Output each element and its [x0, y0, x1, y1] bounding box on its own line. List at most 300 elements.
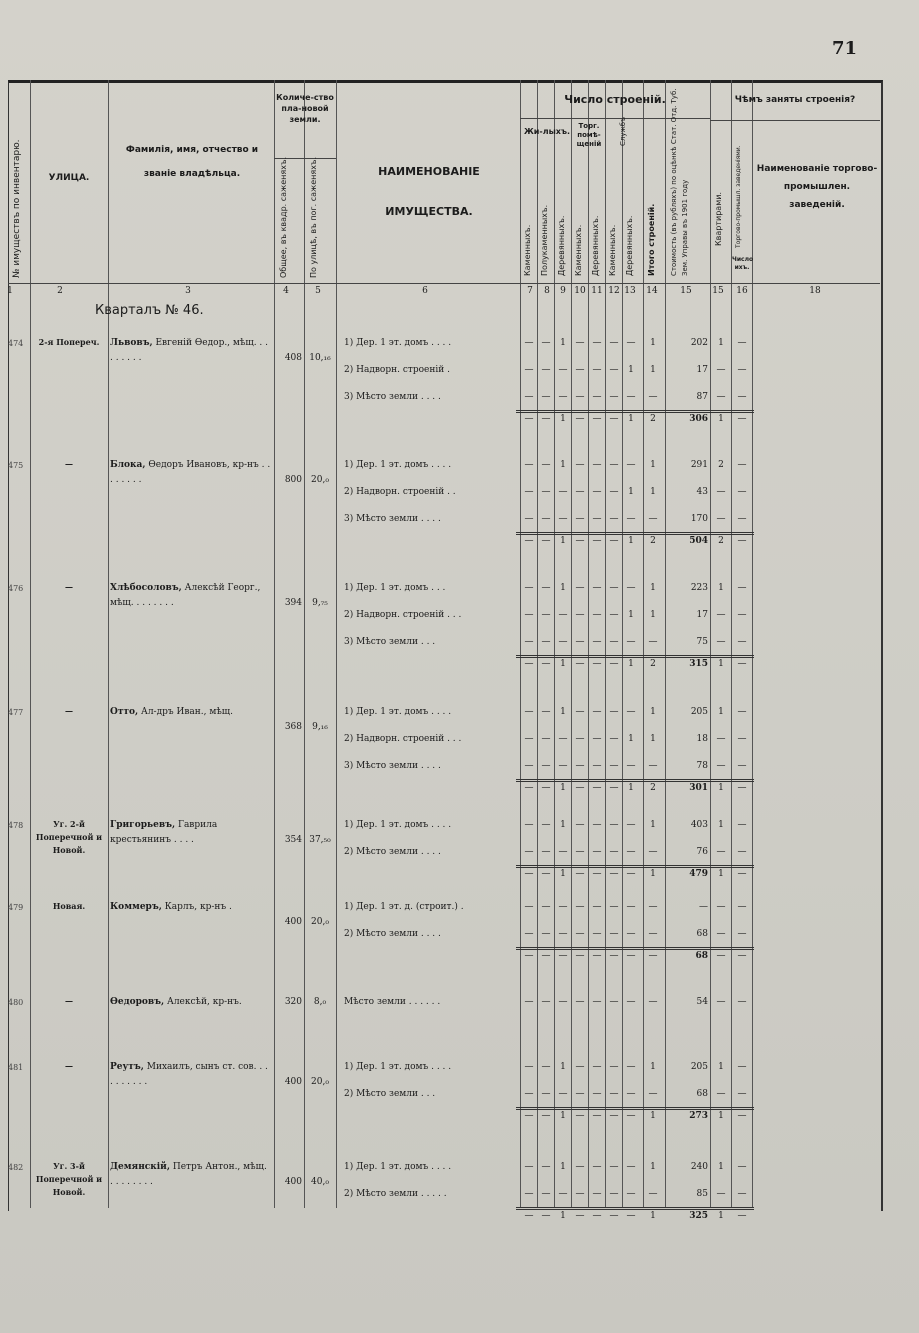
building-count-cell: —: [609, 820, 619, 830]
building-count-cell: 1: [650, 365, 656, 375]
column-number: 5: [315, 286, 321, 296]
building-count-cell: —: [541, 365, 551, 375]
building-count-cell: —: [592, 659, 602, 669]
building-count-cell: 1: [560, 1211, 566, 1221]
building-count-cell: —: [592, 902, 602, 912]
street-name: —: [65, 1061, 73, 1071]
total-trade: —: [737, 951, 747, 961]
inventory-number: 478: [8, 821, 24, 830]
column-number: 15: [712, 286, 724, 296]
owner-name: [110, 458, 272, 488]
building-count-cell: —: [575, 1089, 585, 1099]
building-count-cell: 2: [650, 536, 656, 546]
building-count-cell: 1: [560, 414, 566, 424]
property-item: 2) Мѣсто земли . . . . .: [344, 1189, 447, 1199]
building-count-cell: —: [541, 536, 551, 546]
header-street: УЛИЦА.: [48, 173, 90, 183]
header-occupied-group: Чѣмъ заняты строенія?: [734, 95, 856, 105]
total-apartments: 1: [718, 659, 724, 669]
total-trade: —: [737, 659, 747, 669]
owner-name: [110, 1060, 272, 1090]
column-number: 13: [624, 286, 636, 296]
owner-surname: Хлѣбосоловъ,: [110, 583, 182, 593]
building-count-cell: —: [609, 365, 619, 375]
building-count-cell: —: [626, 514, 636, 524]
area-total: 400: [284, 1177, 302, 1187]
property-item: 3) Мѣсто земли . . .: [344, 637, 436, 647]
owner-details: Петръ Антон., мѣщ. . . . . . . . .: [110, 1162, 267, 1187]
building-count-cell: —: [524, 536, 534, 546]
property-item: 1) Дер. 1 эт. домъ . . . .: [344, 460, 452, 470]
building-count-cell: —: [524, 392, 534, 402]
building-count-cell: —: [558, 637, 568, 647]
header-stone: Каменныхъ.: [523, 224, 532, 276]
building-count-cell: —: [609, 707, 619, 717]
building-count-cell: —: [626, 820, 636, 830]
col-divider: [752, 80, 753, 1208]
property-item: 2) Надворн. строеній . . .: [344, 610, 462, 620]
building-count-cell: 2: [650, 659, 656, 669]
building-count-cell: —: [524, 847, 534, 857]
trade-count: —: [737, 514, 747, 524]
building-count-cell: —: [609, 460, 619, 470]
building-count-cell: 1: [650, 734, 656, 744]
building-count-cell: —: [592, 1162, 602, 1172]
total-apartments: —: [716, 951, 726, 961]
building-count-cell: —: [592, 414, 602, 424]
building-count-cell: 1: [628, 659, 634, 669]
building-count-cell: —: [541, 997, 551, 1007]
building-count-cell: —: [648, 1089, 658, 1099]
street-name: Новая.: [52, 901, 86, 911]
building-count-cell: —: [609, 997, 619, 1007]
header-half-stone: Полукаменныхъ.: [540, 204, 549, 276]
building-count-cell: —: [524, 902, 534, 912]
building-count-cell: —: [609, 1189, 619, 1199]
property-item: 2) Мѣсто земли . . .: [344, 1089, 436, 1099]
building-count-cell: 1: [628, 783, 634, 793]
item-value: 205: [690, 707, 708, 717]
building-count-cell: —: [609, 902, 619, 912]
building-count-cell: —: [524, 514, 534, 524]
building-count-cell: 1: [560, 460, 566, 470]
building-count-cell: —: [558, 487, 568, 497]
building-count-cell: —: [592, 951, 602, 961]
building-count-cell: —: [609, 659, 619, 669]
item-value: 85: [696, 1189, 708, 1199]
building-count-cell: —: [558, 392, 568, 402]
item-value: 205: [690, 1062, 708, 1072]
building-count-cell: —: [575, 869, 585, 879]
apartments-count: —: [716, 392, 726, 402]
col-divider: [108, 80, 109, 1208]
building-count-cell: —: [592, 761, 602, 771]
building-count-cell: 1: [628, 365, 634, 375]
building-count-cell: —: [575, 365, 585, 375]
header-trade: Торг. помѣ-щеній: [576, 122, 602, 148]
building-count-cell: —: [609, 1162, 619, 1172]
building-count-cell: 1: [560, 1062, 566, 1072]
header-wooden: Деревянныхъ.: [557, 215, 566, 276]
building-count-cell: —: [524, 1111, 534, 1121]
building-count-cell: —: [575, 847, 585, 857]
total-value: 479: [689, 869, 708, 879]
apartments-count: —: [716, 610, 726, 620]
building-count-cell: —: [609, 869, 619, 879]
total-value: 273: [689, 1111, 708, 1121]
item-value: 54: [696, 997, 708, 1007]
building-count-cell: —: [524, 1189, 534, 1199]
item-value: 75: [696, 637, 708, 647]
inventory-number: 482: [8, 1163, 24, 1172]
building-count-cell: —: [609, 514, 619, 524]
area-total: 394: [284, 598, 302, 608]
building-count-cell: 1: [628, 487, 634, 497]
apartments-count: —: [716, 637, 726, 647]
building-count-cell: —: [609, 1062, 619, 1072]
building-count-cell: —: [541, 847, 551, 857]
building-count-cell: —: [524, 583, 534, 593]
trade-count: —: [737, 487, 747, 497]
owner-name: [110, 581, 272, 611]
item-value: 87: [696, 392, 708, 402]
trade-count: —: [737, 637, 747, 647]
item-value: 17: [696, 610, 708, 620]
total-value: 315: [689, 659, 708, 669]
street-frontage: 9,₁₆: [312, 722, 328, 732]
building-count-cell: —: [592, 514, 602, 524]
item-value: 170: [690, 514, 708, 524]
column-number: 4: [283, 286, 289, 296]
building-count-cell: —: [609, 1111, 619, 1121]
apartments-count: 1: [718, 707, 724, 717]
building-count-cell: —: [626, 637, 636, 647]
building-count-cell: —: [524, 997, 534, 1007]
trade-count: —: [737, 583, 747, 593]
column-number: 10: [574, 286, 586, 296]
trade-count: —: [737, 847, 747, 857]
total-trade: —: [737, 1211, 747, 1221]
trade-count: —: [737, 902, 747, 912]
building-count-cell: —: [524, 414, 534, 424]
area-total: 354: [284, 835, 302, 845]
col-divider: [588, 80, 589, 1208]
building-count-cell: 1: [650, 460, 656, 470]
owner-name: [110, 336, 272, 366]
owner-surname: Реутъ,: [110, 1062, 144, 1072]
building-count-cell: —: [575, 1162, 585, 1172]
street-frontage: 9,₇₅: [312, 598, 328, 608]
owner-name: [110, 705, 272, 720]
building-count-cell: —: [592, 929, 602, 939]
apartments-count: —: [716, 902, 726, 912]
owner-surname: Отто,: [110, 707, 139, 717]
building-count-cell: —: [524, 610, 534, 620]
inventory-number: 480: [8, 998, 24, 1007]
building-count-cell: 1: [560, 783, 566, 793]
quarter-title: Кварталъ № 46.: [95, 303, 204, 318]
total-value: 68: [695, 951, 708, 961]
building-count-cell: —: [609, 392, 619, 402]
column-number: 11: [591, 286, 603, 296]
building-count-cell: —: [592, 460, 602, 470]
item-value: 68: [696, 1089, 708, 1099]
apartments-count: 1: [718, 820, 724, 830]
column-number: 18: [809, 286, 821, 296]
building-count-cell: —: [541, 1111, 551, 1121]
item-value: 76: [696, 847, 708, 857]
building-count-cell: —: [524, 365, 534, 375]
building-count-cell: —: [558, 929, 568, 939]
building-count-cell: —: [575, 637, 585, 647]
building-count-cell: —: [609, 583, 619, 593]
item-value: 78: [696, 761, 708, 771]
trade-count: —: [737, 392, 747, 402]
building-count-cell: —: [592, 820, 602, 830]
building-count-cell: —: [575, 1111, 585, 1121]
building-count-cell: —: [609, 929, 619, 939]
column-number: 3: [185, 286, 191, 296]
building-count-cell: —: [592, 1111, 602, 1121]
street-name: 2-я Попереч.: [38, 337, 100, 347]
building-count-cell: —: [609, 734, 619, 744]
property-item: 3) Мѣсто земли . . . .: [344, 392, 441, 402]
owner-surname: Львовъ,: [110, 338, 153, 348]
owner-surname: Григорьевъ,: [110, 820, 176, 830]
building-count-cell: —: [592, 1089, 602, 1099]
building-count-cell: —: [575, 338, 585, 348]
building-count-cell: —: [648, 637, 658, 647]
street-frontage: 20,₀: [311, 475, 329, 485]
building-count-cell: —: [626, 761, 636, 771]
header-buildings-group: Число строеній.: [564, 93, 666, 106]
area-total: 408: [284, 353, 302, 363]
building-count-cell: —: [524, 734, 534, 744]
building-count-cell: —: [592, 847, 602, 857]
column-number: 2: [57, 286, 63, 296]
building-count-cell: —: [575, 951, 585, 961]
building-count-cell: —: [609, 610, 619, 620]
owner-name: [110, 818, 272, 848]
building-count-cell: 1: [650, 707, 656, 717]
building-count-cell: —: [575, 997, 585, 1007]
building-count-cell: 1: [560, 820, 566, 830]
owner-details: Михаилъ, сынъ ст. сов. . . . . . . . . .: [110, 1062, 268, 1087]
building-count-cell: 1: [560, 659, 566, 669]
building-count-cell: —: [541, 1211, 551, 1221]
trade-count: —: [737, 997, 747, 1007]
building-count-cell: —: [524, 1062, 534, 1072]
building-count-cell: —: [541, 487, 551, 497]
header-trade-stone: Каменныхъ.: [574, 224, 583, 276]
street-name: —: [65, 996, 73, 1006]
building-count-cell: 1: [560, 338, 566, 348]
building-count-cell: —: [626, 997, 636, 1007]
building-count-cell: —: [648, 997, 658, 1007]
owner-details: Алексѣй, кр-нъ.: [164, 997, 242, 1007]
building-count-cell: —: [648, 1189, 658, 1199]
building-count-cell: —: [626, 460, 636, 470]
building-count-cell: —: [609, 761, 619, 771]
building-count-cell: —: [626, 1211, 636, 1221]
trade-count: —: [737, 707, 747, 717]
item-value: 403: [690, 820, 708, 830]
building-count-cell: —: [541, 869, 551, 879]
building-count-cell: —: [541, 460, 551, 470]
building-count-cell: —: [575, 414, 585, 424]
building-count-cell: —: [558, 734, 568, 744]
building-count-cell: —: [541, 1189, 551, 1199]
building-count-cell: 1: [650, 583, 656, 593]
building-count-cell: —: [575, 514, 585, 524]
building-count-cell: —: [558, 1189, 568, 1199]
total-value: 325: [689, 1211, 708, 1221]
column-number: 9: [560, 286, 566, 296]
col-divider: [571, 80, 572, 1208]
building-count-cell: —: [524, 951, 534, 961]
header-service-stone: Каменныхъ.: [608, 224, 617, 276]
building-count-cell: —: [626, 1111, 636, 1121]
property-item: 3) Мѣсто земли . . . .: [344, 761, 441, 771]
area-total: 320: [284, 997, 302, 1007]
header-total: Итого строеній.: [647, 203, 656, 276]
building-count-cell: —: [592, 869, 602, 879]
street-name: Уг. 2-й Поперечной и Новой.: [35, 819, 103, 855]
building-count-cell: —: [558, 997, 568, 1007]
street-name: —: [65, 582, 73, 592]
column-number: 14: [646, 286, 658, 296]
building-count-cell: —: [541, 1162, 551, 1172]
building-count-cell: —: [592, 1211, 602, 1221]
building-count-cell: 1: [650, 1162, 656, 1172]
building-count-cell: —: [524, 869, 534, 879]
col-divider: [622, 80, 623, 1208]
building-count-cell: 2: [650, 783, 656, 793]
building-count-cell: —: [575, 820, 585, 830]
apartments-count: 1: [718, 583, 724, 593]
header-area-total: Общее, въ квадр. саженяхъ.: [279, 156, 288, 278]
apartments-count: —: [716, 1189, 726, 1199]
street-frontage: 37,₅₀: [309, 835, 331, 845]
building-count-cell: —: [524, 338, 534, 348]
header-apartments: Квартирами.: [714, 192, 723, 246]
apartments-count: —: [716, 1089, 726, 1099]
col-divider: [336, 80, 337, 1208]
building-count-cell: —: [524, 637, 534, 647]
building-count-cell: —: [575, 460, 585, 470]
property-item: 1) Дер. 1 эт. домъ . . . .: [344, 707, 452, 717]
item-value: 202: [690, 338, 708, 348]
property-item: Мѣсто земли . . . . . .: [344, 997, 441, 1007]
inventory-number: 479: [8, 903, 24, 912]
building-count-cell: 1: [560, 1111, 566, 1121]
col-divider: [731, 80, 732, 1208]
header-service: Службъ: [619, 116, 627, 146]
occupied-group-rule: [710, 120, 880, 121]
owner-details: Алексѣй Георг., мѣщ. . . . . . . .: [110, 583, 261, 608]
building-count-cell: —: [575, 392, 585, 402]
building-count-cell: —: [609, 783, 619, 793]
building-count-cell: —: [575, 783, 585, 793]
building-count-cell: —: [592, 536, 602, 546]
street-name: —: [65, 459, 73, 469]
building-count-cell: —: [609, 1089, 619, 1099]
building-count-cell: 1: [560, 583, 566, 593]
building-count-cell: 1: [650, 1211, 656, 1221]
building-count-cell: —: [592, 338, 602, 348]
building-count-cell: —: [541, 820, 551, 830]
building-count-cell: —: [626, 951, 636, 961]
area-total: 400: [284, 1077, 302, 1087]
building-count-cell: —: [609, 338, 619, 348]
building-count-cell: —: [626, 583, 636, 593]
building-count-cell: —: [541, 734, 551, 744]
building-count-cell: —: [575, 610, 585, 620]
street-frontage: 20,₀: [311, 1077, 329, 1087]
building-count-cell: 1: [560, 869, 566, 879]
building-count-cell: —: [575, 734, 585, 744]
inventory-number: 476: [8, 584, 24, 593]
page-number: 71: [832, 38, 858, 59]
trade-count: —: [737, 1089, 747, 1099]
building-count-cell: —: [592, 637, 602, 647]
header-property: НАИМЕНОВАНІЕ ИМУЩЕСТВА.: [378, 165, 480, 218]
building-count-cell: —: [541, 1062, 551, 1072]
header-owner: Фамилія, имя, отчество и званіе владѣльца.: [125, 145, 259, 179]
total-trade: —: [737, 414, 747, 424]
total-apartments: 1: [718, 414, 724, 424]
building-count-cell: —: [524, 659, 534, 669]
building-count-cell: —: [626, 847, 636, 857]
building-count-cell: —: [524, 1211, 534, 1221]
building-count-cell: —: [541, 783, 551, 793]
total-trade: —: [737, 1111, 747, 1121]
building-count-cell: —: [541, 929, 551, 939]
building-count-cell: —: [626, 1189, 636, 1199]
building-count-cell: —: [558, 514, 568, 524]
owner-surname: Демянскій,: [110, 1162, 170, 1172]
building-count-cell: —: [575, 761, 585, 771]
trade-count: —: [737, 820, 747, 830]
building-count-cell: —: [524, 1089, 534, 1099]
owner-name: [110, 1160, 272, 1190]
building-count-cell: 2: [650, 414, 656, 424]
total-apartments: 1: [718, 869, 724, 879]
total-apartments: 1: [718, 783, 724, 793]
street-frontage: 10,₁₆: [309, 353, 331, 363]
apartments-count: —: [716, 761, 726, 771]
building-count-cell: —: [609, 536, 619, 546]
area-total: 368: [284, 722, 302, 732]
building-count-cell: —: [592, 1189, 602, 1199]
building-count-cell: 1: [560, 536, 566, 546]
building-count-cell: 1: [628, 414, 634, 424]
total-trade: —: [737, 536, 747, 546]
building-count-cell: —: [609, 414, 619, 424]
apartments-count: 1: [718, 338, 724, 348]
building-count-cell: —: [648, 847, 658, 857]
area-total: 800: [284, 475, 302, 485]
header-area-group: Количе-ство пла-новой земли.: [276, 93, 334, 124]
owner-details: Гаврила крестьянинъ . . . .: [110, 820, 218, 845]
building-count-cell: —: [558, 847, 568, 857]
inventory-number: 475: [8, 461, 24, 470]
property-item: 1) Дер. 1 эт. домъ . . . .: [344, 820, 452, 830]
building-count-cell: —: [558, 761, 568, 771]
building-count-cell: 1: [650, 869, 656, 879]
apartments-count: 2: [718, 460, 724, 470]
property-item: 2) Надворн. строеній . . .: [344, 734, 462, 744]
